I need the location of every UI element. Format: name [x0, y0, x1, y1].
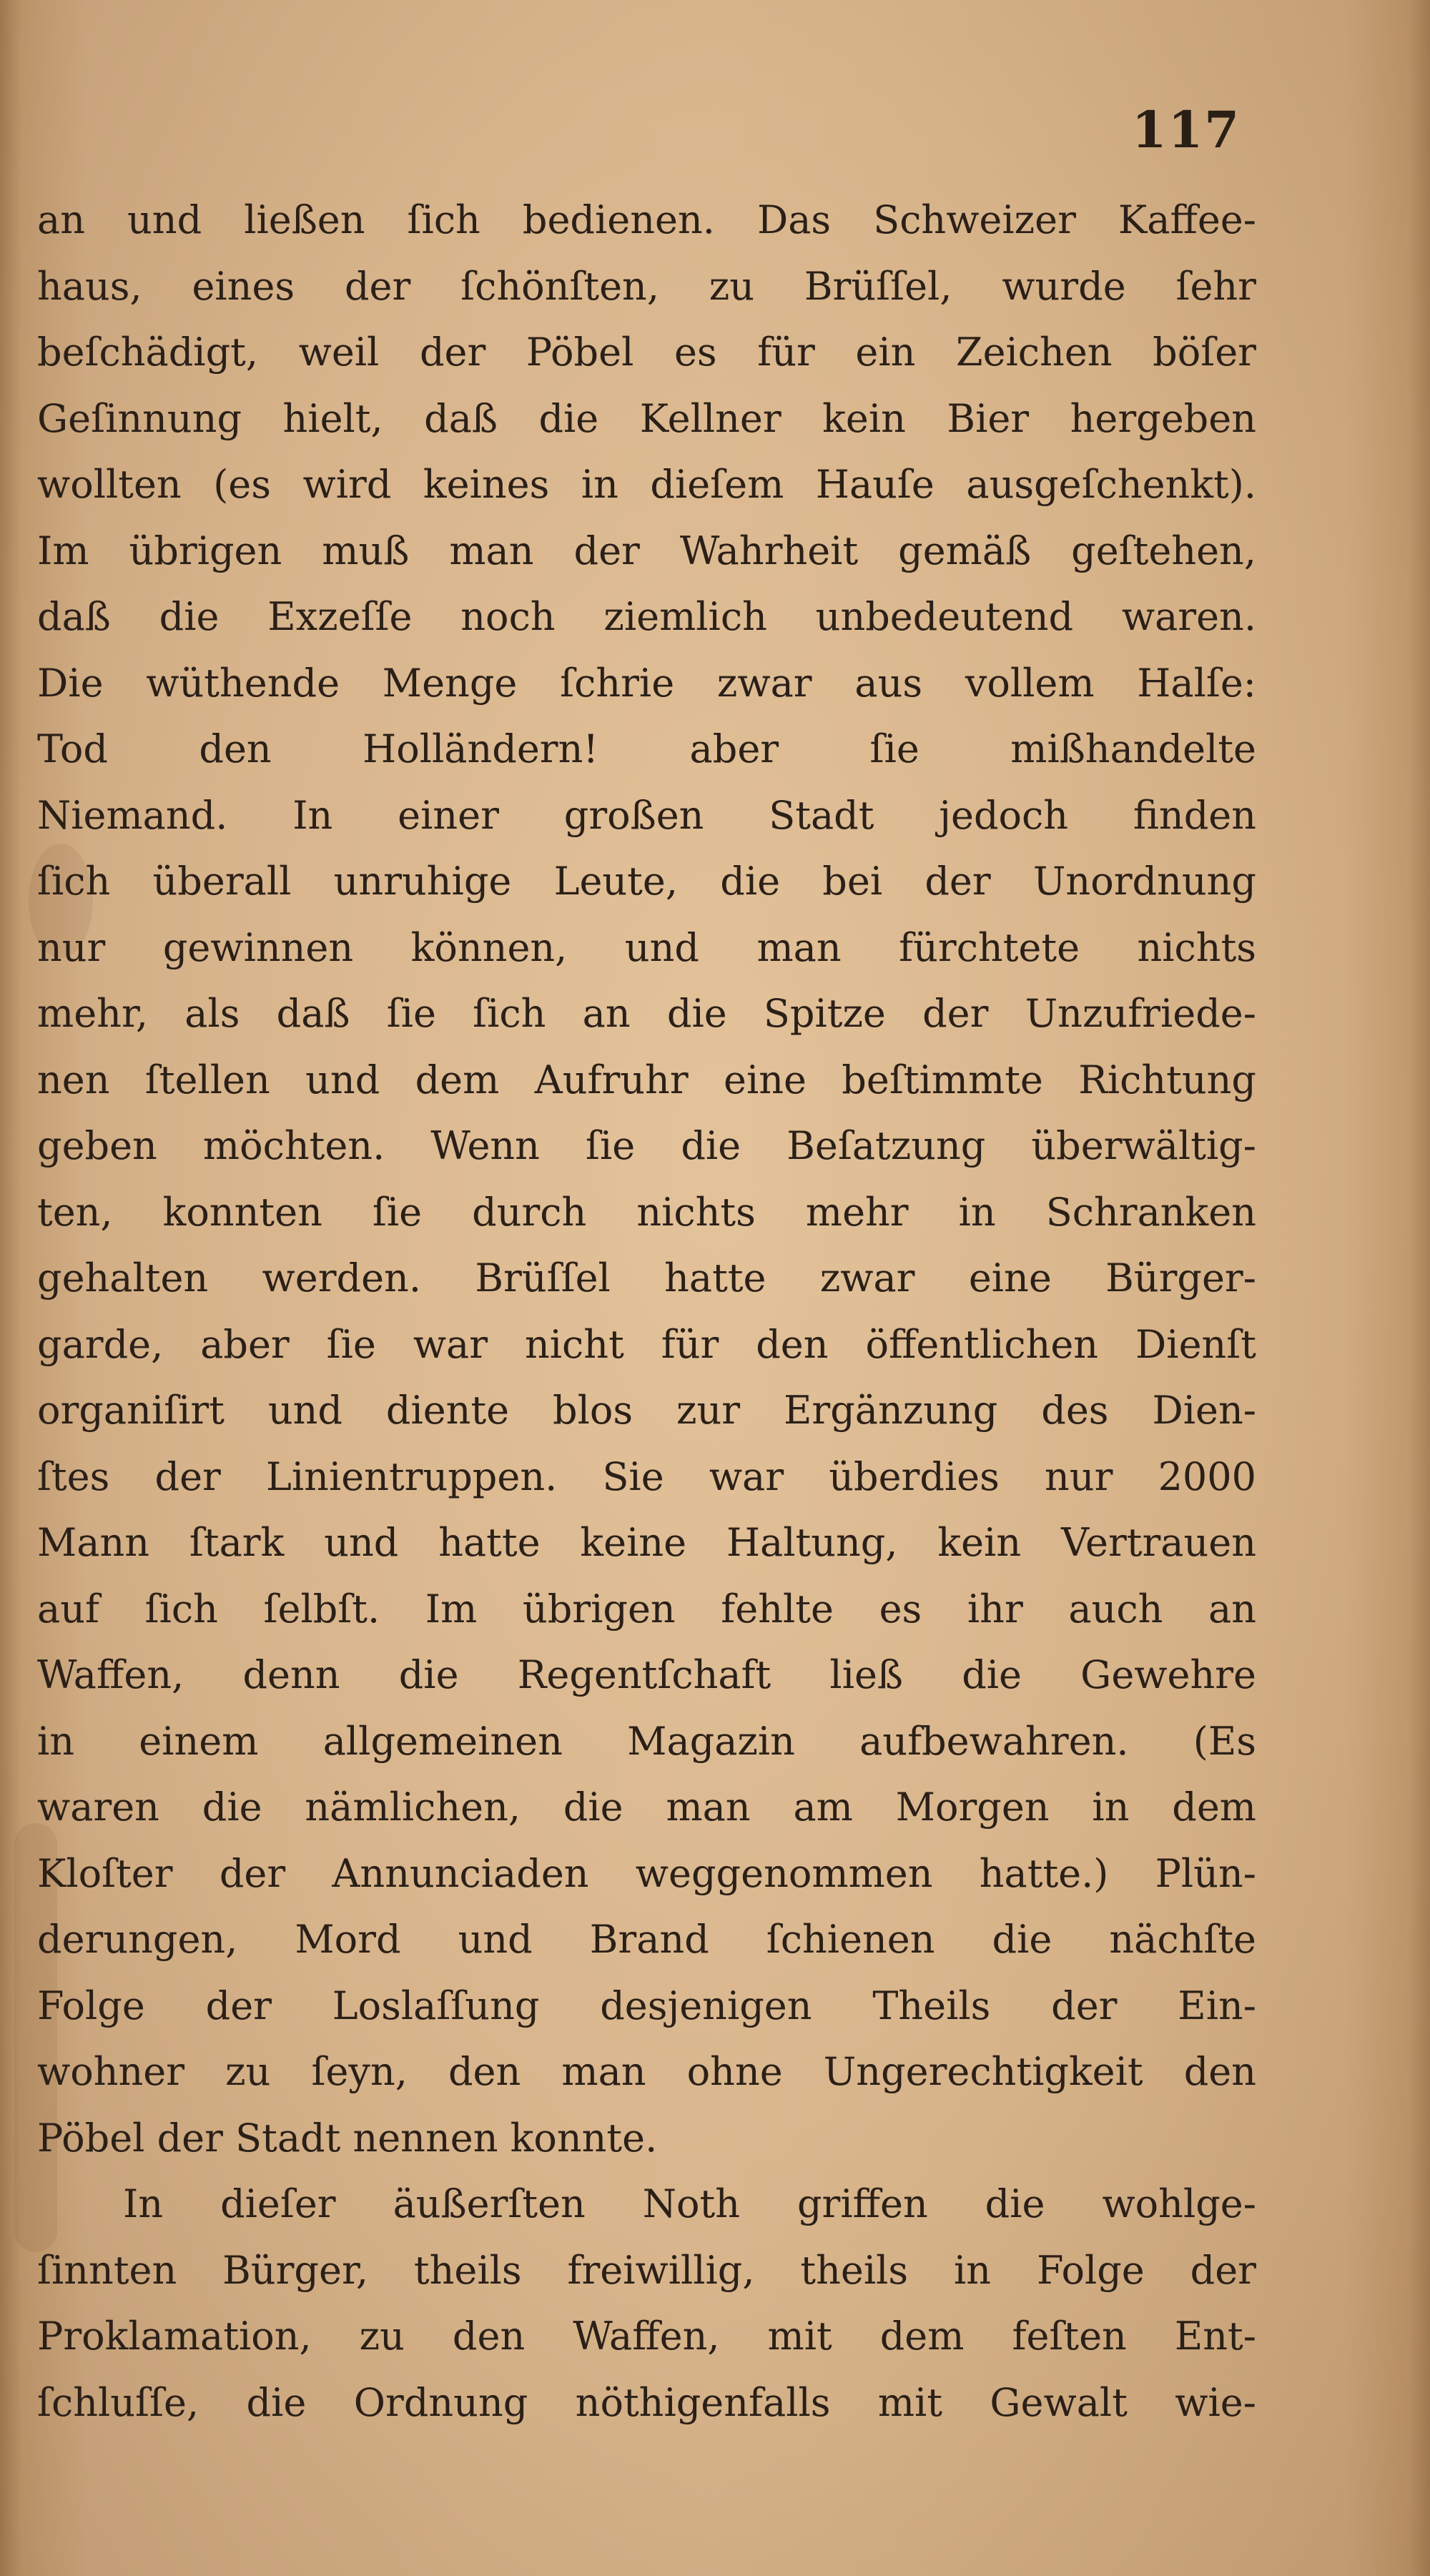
- text-line: Die wüthende Menge ſchrie zwar aus vollem Halſe:: [37, 660, 1256, 706]
- text-line: ſtes der Linientruppen. Sie war überdies nur 2000: [37, 1454, 1256, 1499]
- text-line: haus, eines der ſchönſten, zu Brüſſel, wurde ſehr: [37, 263, 1256, 309]
- text-line: Geſinnung hielt, daß die Kellner kein Bier hergeben: [37, 395, 1256, 441]
- text-line: Tod den Holländern! aber ſie mißhandelte: [37, 726, 1256, 771]
- text-line: garde, aber ſie war nicht für den öffentlichen Dienſt: [37, 1321, 1256, 1367]
- text-line: an und ließen ſich bedienen. Das Schweizer Kaffee-: [37, 197, 1256, 242]
- text-line: wohner zu ſeyn, den man ohne Ungerechtigkeit den: [37, 2049, 1256, 2094]
- text-line: geben möchten. Wenn ſie die Beſatzung überwältig-: [37, 1123, 1256, 1168]
- text-line: Folge der Loslaſſung desjenigen Theils der Ein-: [37, 1983, 1256, 2028]
- paragraph-start-line: In dieſer äußerſten Noth griffen die wohlge-: [123, 2181, 1256, 2226]
- text-line: nur gewinnen können, und man fürchtete nichts: [37, 924, 1256, 970]
- text-line: auf ſich ſelbſt. Im übrigen fehlte es ihr auch an: [37, 1586, 1256, 1632]
- text-line: gehalten werden. Brüſſel hatte zwar eine Bürger-: [37, 1255, 1256, 1301]
- body-text: [37, 187, 1256, 2436]
- text-line: nen ſtellen und dem Aufruhr eine beſtimmte Richtung: [37, 1057, 1256, 1102]
- text-line: derungen, Mord und Brand ſchienen die nächſte: [37, 1917, 1256, 1962]
- text-line: ſinnten Bürger, theils freiwillig, theils in Folge der: [37, 2247, 1256, 2293]
- text-line: waren die nämlichen, die man am Morgen in dem: [37, 1785, 1256, 1830]
- page-number: 117: [1131, 100, 1241, 159]
- text-line: ſich überall unruhige Leute, die bei der Unordnung: [37, 859, 1256, 904]
- text-line: mehr, als daß ſie ſich an die Spitze der Unzufriede-: [37, 991, 1256, 1036]
- text-line: Proklamation, zu den Waffen, mit dem feſten Ent-: [37, 2314, 1256, 2359]
- text-line: Mann ſtark und hatte keine Haltung, kein Vertrauen: [37, 1520, 1256, 1565]
- text-line: Kloſter der Annunciaden weggenommen hatte.) Plün-: [37, 1850, 1256, 1896]
- paragraph-end-line: Pöbel der Stadt nennen konnte.: [37, 2115, 658, 2161]
- text-line: in einem allgemeinen Magazin aufbewahren. (Es: [37, 1718, 1256, 1764]
- text-line: ſchluſſe, die Ordnung nöthigenfalls mit Gewalt wie-: [37, 2379, 1256, 2425]
- text-line: wollten (es wird keines in dieſem Hauſe ausgeſchenkt).: [37, 462, 1256, 507]
- text-line: Niemand. In einer großen Stadt jedoch finden: [37, 792, 1256, 838]
- text-line: organiſirt und diente blos zur Ergänzung des Dien-: [37, 1388, 1256, 1433]
- text-line: ten, konnten ſie durch nichts mehr in Schranken: [37, 1189, 1256, 1235]
- text-line: beſchädigt, weil der Pöbel es für ein Zeichen böſer: [37, 330, 1256, 375]
- text-line: Im übrigen muß man der Wahrheit gemäß geſtehen,: [37, 528, 1256, 573]
- text-line: Waffen, denn die Regentſchaft ließ die Gewehre: [37, 1652, 1256, 1697]
- text-line: daß die Exzeſſe noch ziemlich unbedeutend waren.: [37, 594, 1256, 639]
